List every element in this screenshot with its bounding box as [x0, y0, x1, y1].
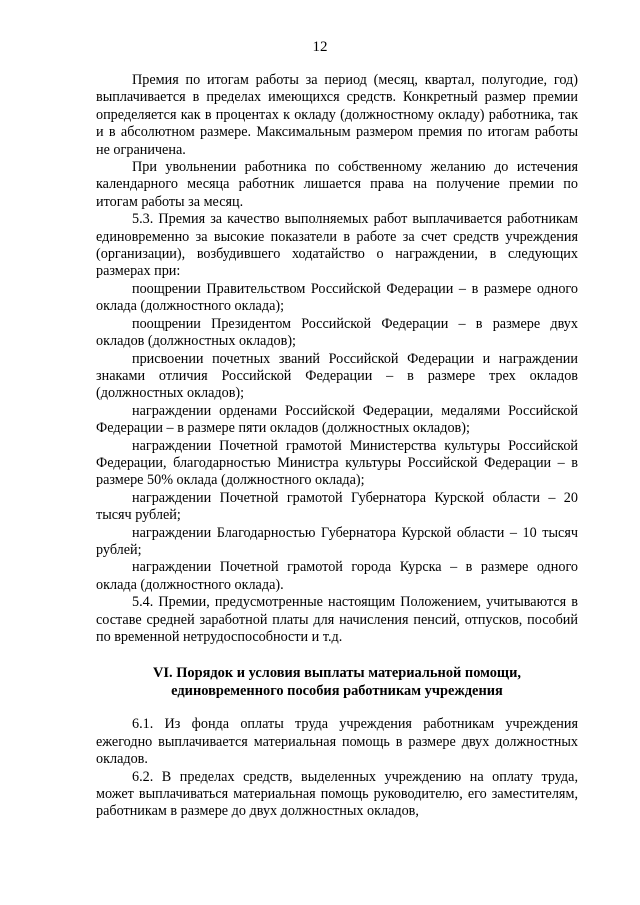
list-item-president-award: поощрении Президентом Российской Федерации – в размере двух окладов (должностных окладов);	[96, 315, 578, 350]
section-heading-line-2: единовременного пособия работникам учреждения	[171, 683, 503, 700]
paragraph-5-3: 5.3. Премия за качество выполняемых работ выплачивается работникам единовременно за высокие показатели в работе за счет средств учреждения (организации), возбудившего ходатайство о награждении, в следующих размерах при:	[96, 211, 578, 280]
paragraph-6-2: 6.2. В пределах средств, выделенных учреждению на оплату труда, может выплачиваться материальная помощь руководителю, его заместителям, работникам в размере до двух должностных окладов,	[96, 768, 578, 820]
page-number: 12	[312, 39, 328, 55]
list-item-ministry-certificate: награждении Почетной грамотой Министерства культуры Российской Федерации, благодарностью Министра культуры Российской Федерации – в размере 50% оклада (должностного оклада);	[96, 437, 578, 489]
paragraph-dismissal: При увольнении работника по собственному желанию до истечения календарного месяца работник лишается права на получение премии по итогам работы за месяц.	[96, 159, 578, 210]
paragraph-5-4: 5.4. Премии, предусмотренные настоящим Положением, учитываются в составе средней заработной платы для начисления пенсий, отпусков, пособий по временной нетрудоспособности и т.д.	[96, 594, 578, 645]
list-item-governor-gratitude: награждении Благодарностью Губернатора Курской области – 10 тысяч рублей;	[96, 524, 578, 558]
list-item-orders-medals: награждении орденами Российской Федерации, медалями Российской Федерации – в размере пяти окладов (должностных окладов);	[96, 402, 578, 437]
section-heading	[96, 664, 578, 700]
paragraph-6-1: 6.1. Из фонда оплаты труда учреждения работникам учреждения ежегодно выплачивается материальная помощь в размере двух должностных окладов.	[96, 716, 578, 768]
list-item-honorary-titles: присвоении почетных званий Российской Федерации и награждении знаками отличия Российской Федерации – в размере трех окладов (должностных окладов);	[96, 350, 578, 402]
list-item-governor-certificate: награждении Почетной грамотой Губернатора Курской области – 20 тысяч рублей;	[96, 489, 578, 524]
list-item-government-award: поощрении Правительством Российской Федерации – в размере одного оклада (должностного оклада);	[96, 280, 578, 315]
section-heading-line-1: VI. Порядок и условия выплаты материальной помощи,	[153, 665, 521, 682]
document-body	[96, 72, 578, 821]
paragraph-bonus-period: Премия по итогам работы за период (месяц, квартал, полугодие, год) выплачивается в пределах имеющихся средств. Конкретный размер премии определяется как в процентах к окладу (должностному окладу) работника, так и в абсолютном размере. Максимальным размером премия по итогам работы не ограничена.	[96, 72, 578, 158]
list-item-kursk-certificate: награждении Почетной грамотой города Курска – в размере одного оклада (должностного оклада).	[96, 559, 578, 593]
